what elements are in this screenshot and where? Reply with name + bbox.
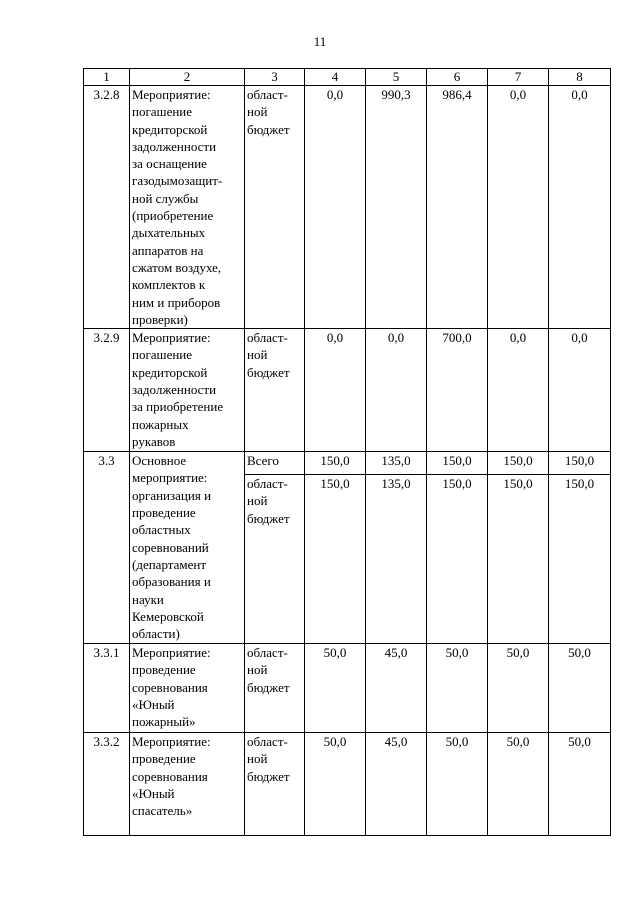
cell-line: (приобретение	[132, 208, 214, 224]
value-cell: 150,0	[549, 452, 611, 475]
cell-line: ной	[247, 104, 268, 120]
cell-line: за оснащение	[132, 156, 207, 172]
program-table	[83, 68, 611, 836]
cell-line: образования и	[132, 574, 211, 590]
value-cell: 700,0	[427, 329, 488, 452]
value-cell: 45,0	[366, 733, 427, 836]
cell-line: ной	[247, 662, 268, 678]
cell-line: «Юный	[132, 786, 175, 802]
cell-line: комплектов к	[132, 277, 206, 293]
row-number: 3.3.2	[84, 733, 130, 836]
funding-source	[245, 733, 305, 836]
cell-line: ной	[247, 751, 268, 767]
cell-line: спасатель»	[132, 803, 193, 819]
value-cell: 50,0	[305, 644, 366, 733]
row-description	[130, 644, 245, 733]
cell-line: ной	[247, 347, 268, 363]
table-body	[84, 69, 611, 836]
value-cell: 150,0	[427, 475, 488, 644]
cell-line: (департамент	[132, 556, 207, 572]
cell-line: Мероприятие:	[132, 87, 211, 102]
cell-line: погашение	[132, 347, 193, 363]
value-cell: 0,0	[549, 86, 611, 329]
cell-line: аппаратов на	[132, 242, 204, 258]
value-cell: 0,0	[305, 329, 366, 452]
value-cell: 50,0	[549, 733, 611, 836]
value-cell: 45,0	[366, 644, 427, 733]
value-cell: 135,0	[366, 475, 427, 644]
cell-line: област-	[247, 476, 288, 492]
cell-line: област-	[247, 645, 288, 661]
value-cell: 50,0	[305, 733, 366, 836]
table-header-row	[84, 69, 611, 86]
value-cell: 50,0	[549, 644, 611, 733]
value-cell: 150,0	[427, 452, 488, 475]
cell-line: пожарный»	[132, 714, 196, 730]
cell-line: бюджет	[247, 364, 290, 380]
cell-line: задолженности	[132, 382, 217, 398]
cell-line: кредиторской	[132, 364, 208, 380]
cell-line: рукавов	[132, 433, 176, 449]
cell-line: газодымозащит-	[132, 173, 223, 189]
cell-line: за приобретение	[132, 399, 224, 415]
cell-line: бюджет	[247, 768, 290, 784]
cell-line: кредиторской	[132, 121, 208, 137]
cell-line: соревнований	[132, 539, 209, 555]
cell-line: бюджет	[247, 121, 290, 137]
cell-line: ним и приборов	[132, 294, 221, 310]
cell-line: ной	[247, 493, 268, 509]
table-row	[84, 733, 611, 836]
page-number: 11	[313, 34, 327, 49]
value-cell: 0,0	[549, 329, 611, 452]
cell-line: проверки)	[132, 311, 188, 327]
value-cell: 50,0	[427, 644, 488, 733]
value-cell: 0,0	[305, 86, 366, 329]
row-number: 3.2.8	[84, 86, 130, 329]
row-number: 3.3.1	[84, 644, 130, 733]
cell-line: област-	[247, 87, 288, 102]
funding-source	[245, 644, 305, 733]
funding-source	[245, 329, 305, 452]
row-number: 3.3	[84, 452, 130, 644]
column-header: 5	[366, 69, 427, 86]
cell-line: Кемеровской	[132, 608, 204, 624]
value-cell: 986,4	[427, 86, 488, 329]
cell-line: области)	[132, 626, 180, 642]
value-cell: 0,0	[488, 329, 549, 452]
value-cell: 150,0	[305, 452, 366, 475]
cell-line: бюджет	[247, 679, 290, 695]
value-cell: 150,0	[488, 452, 549, 475]
cell-line: пожарных	[132, 416, 189, 432]
funding-source	[245, 86, 305, 329]
value-cell: 990,3	[366, 86, 427, 329]
cell-line: областных	[132, 522, 191, 538]
cell-line: науки	[132, 591, 164, 607]
column-header: 2	[130, 69, 245, 86]
cell-line: мероприятие:	[132, 470, 208, 486]
funding-source	[245, 452, 305, 475]
cell-line: Основное	[132, 453, 187, 469]
cell-line: бюджет	[247, 510, 290, 526]
cell-line: проведение	[132, 662, 196, 678]
cell-line: ной службы	[132, 190, 199, 206]
value-cell: 0,0	[488, 86, 549, 329]
column-header: 7	[488, 69, 549, 86]
column-header: 3	[245, 69, 305, 86]
funding-source	[245, 475, 305, 644]
row-description	[130, 452, 245, 644]
cell-line: погашение	[132, 104, 193, 120]
row-number: 3.2.9	[84, 329, 130, 452]
row-description	[130, 329, 245, 452]
column-header: 4	[305, 69, 366, 86]
value-cell: 0,0	[366, 329, 427, 452]
table-row	[84, 644, 611, 733]
cell-line: Всего	[247, 453, 279, 469]
value-cell: 150,0	[488, 475, 549, 644]
value-cell: 50,0	[488, 644, 549, 733]
value-cell: 50,0	[488, 733, 549, 836]
value-cell: 135,0	[366, 452, 427, 475]
table-row	[84, 452, 611, 475]
cell-line: Мероприятие:	[132, 734, 211, 750]
table-row	[84, 329, 611, 452]
cell-line: сжатом воздухе,	[132, 259, 222, 275]
table-row	[84, 86, 611, 329]
column-header: 6	[427, 69, 488, 86]
cell-line: област-	[247, 330, 288, 346]
cell-line: проведение	[132, 505, 196, 521]
value-cell: 50,0	[427, 733, 488, 836]
cell-line: Мероприятие:	[132, 330, 211, 346]
column-header: 8	[549, 69, 611, 86]
row-description	[130, 733, 245, 836]
cell-line: организация и	[132, 487, 212, 503]
cell-line: дыхательных	[132, 225, 206, 241]
cell-line: област-	[247, 734, 288, 750]
cell-line: соревнования	[132, 768, 208, 784]
row-description	[130, 86, 245, 329]
value-cell: 150,0	[305, 475, 366, 644]
cell-line: соревнования	[132, 679, 208, 695]
cell-line: задолженности	[132, 138, 217, 154]
column-header: 1	[84, 69, 130, 86]
value-cell: 150,0	[549, 475, 611, 644]
cell-line: Мероприятие:	[132, 645, 211, 661]
cell-line: проведение	[132, 751, 196, 767]
cell-line: «Юный	[132, 697, 175, 713]
